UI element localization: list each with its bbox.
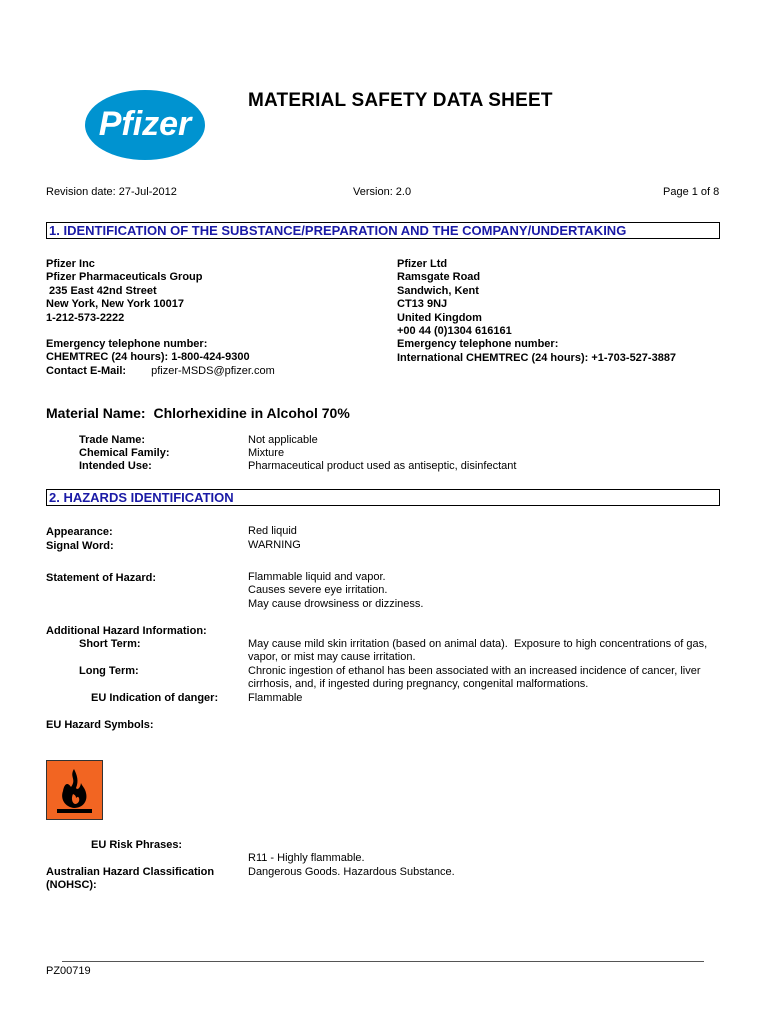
short-term-value (248, 638, 707, 665)
eu-risk-phrases-label: EU Risk Phrases: (91, 839, 183, 851)
australian-classification-value: Dangerous Goods. Hazardous Substance. (248, 866, 455, 878)
right-company-address (397, 258, 676, 365)
appearance-value: Red liquid (248, 525, 297, 537)
australian-classification-line: (NOHSC): (46, 879, 97, 892)
short-term-label: Short Term: (79, 638, 141, 650)
contact-email-label: Contact E-Mail: (46, 364, 127, 377)
trade-name-label: Trade Name: (79, 434, 146, 446)
appearance-label: Appearance: (46, 526, 113, 538)
long-term-label: Long Term: (79, 665, 139, 677)
trade-name-value: Not applicable (248, 434, 318, 446)
address-line: Ramsgate Road (397, 271, 481, 284)
emergency-number: International CHEMTREC (24 hours): +1-703-527-3887 (397, 351, 677, 364)
statement-of-hazard-value (248, 571, 423, 611)
flame-icon (46, 760, 103, 820)
section-2-heading: 2. HAZARDS IDENTIFICATION (46, 489, 720, 506)
eu-hazard-symbols-label: EU Hazard Symbols: (46, 719, 154, 731)
signal-word-value: WARNING (248, 539, 301, 551)
emergency-number: CHEMTREC (24 hours): 1-800-424-9300 (46, 351, 250, 364)
address-line: CT13 9NJ (397, 298, 448, 311)
chemical-family-value: Mixture (248, 447, 285, 459)
contact-email-link[interactable]: pfizer-MSDS@pfizer.com (151, 364, 275, 377)
emergency-label: Emergency telephone number: (397, 338, 559, 351)
long-term-value (248, 665, 701, 692)
statement-line: May cause drowsiness or dizziness. (248, 597, 424, 610)
left-company-address (46, 258, 275, 378)
address-line: United Kingdom (397, 311, 482, 324)
statement-line: Flammable liquid and vapor. (248, 571, 386, 583)
long-term-line: Chronic ingestion of ethanol has been associated with an increased incidence of cancer, liver (248, 665, 701, 677)
australian-classification-label (46, 866, 214, 893)
address-line: New York, New York 10017 (46, 298, 184, 311)
revision-date: Revision date: 27-Jul-2012 (46, 186, 177, 198)
footer-divider (62, 961, 704, 962)
short-term-line: May cause mild skin irritation (based on animal data). Exposure to high concentrations of gas, (248, 638, 708, 650)
intended-use-label: Intended Use: (79, 460, 152, 472)
eu-risk-phrases-value: R11 - Highly flammable. (248, 852, 365, 864)
material-name-value: Chlorhexidine in Alcohol 70% (153, 405, 350, 421)
section-1-heading: 1. IDENTIFICATION OF THE SUBSTANCE/PREPARATION AND THE COMPANY/UNDERTAKING (46, 222, 720, 239)
address-line: Sandwich, Kent (397, 284, 479, 297)
address-line: 235 East 42nd Street (46, 284, 157, 297)
address-line: Pfizer Pharmaceuticals Group (46, 271, 203, 284)
additional-hazard-label: Additional Hazard Information: (46, 625, 207, 637)
logo-text: Pfizer (98, 105, 192, 143)
document-title: MATERIAL SAFETY DATA SHEET (248, 90, 553, 111)
address-line: Pfizer Ltd (397, 258, 448, 270)
pfizer-logo (84, 88, 206, 162)
address-line: 1-212-573-2222 (46, 311, 125, 324)
material-name-label: Material Name: (46, 405, 146, 421)
page-number: Page 1 of 8 (663, 186, 720, 198)
eu-indication-label: EU Indication of danger: (91, 692, 219, 704)
address-line: Pfizer Inc (46, 258, 95, 270)
address-line: +00 44 (0)1304 616161 (397, 325, 512, 338)
long-term-line: cirrhosis, and, if ingested during pregnancy, congenital malformations. (248, 678, 589, 691)
emergency-label: Emergency telephone number: (46, 338, 208, 351)
version: Version: 2.0 (353, 186, 412, 198)
eu-indication-value: Flammable (248, 692, 303, 704)
australian-classification-line: Australian Hazard Classification (46, 866, 215, 878)
document-code: PZ00719 (46, 965, 91, 977)
signal-word-label: Signal Word: (46, 540, 114, 552)
intended-use-value: Pharmaceutical product used as antiseptic, disinfectant (248, 460, 517, 472)
material-name (46, 405, 350, 421)
statement-line: Causes severe eye irritation. (248, 584, 388, 597)
chemical-family-label: Chemical Family: (79, 447, 170, 459)
short-term-line: vapor, or mist may cause irritation. (248, 651, 416, 664)
statement-of-hazard-label: Statement of Hazard: (46, 572, 157, 584)
